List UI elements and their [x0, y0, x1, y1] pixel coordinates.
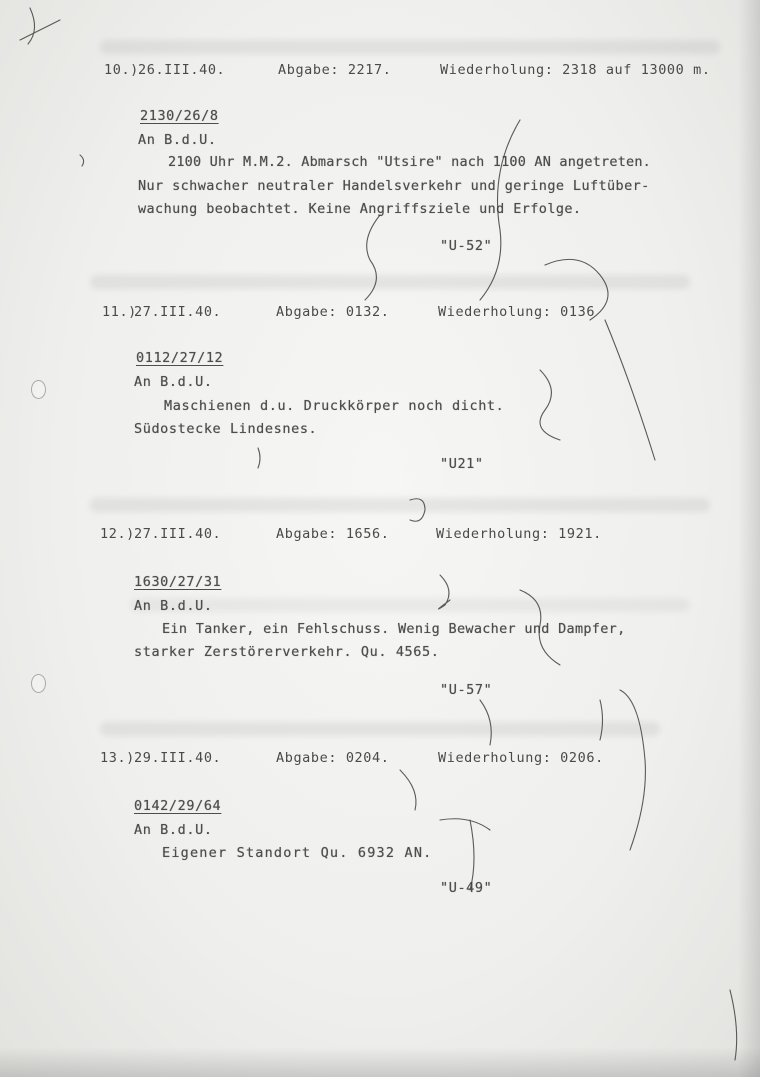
- message-signature: "U-49": [440, 880, 493, 896]
- entry-abgabe: Abgabe: 0204.: [276, 750, 390, 766]
- entry-number: 13.): [100, 750, 135, 766]
- entry-abgabe: Abgabe: 2217.: [278, 62, 392, 78]
- entry-date: 27.III.40.: [134, 526, 222, 542]
- entry-date: 27.III.40.: [134, 304, 222, 320]
- entry-date: 29.III.40.: [134, 750, 222, 766]
- entry-wiederholung: Wiederholung: 1921.: [436, 526, 602, 542]
- entry-wiederholung: Wiederholung: 0136: [438, 304, 596, 320]
- message-body-line: wachung beobachtet. Keine Angriffsziele und Erfolge.: [138, 201, 582, 217]
- message-body-line: Eigener Standort Qu. 6932 AN.: [162, 845, 433, 861]
- hair-artifact: [20, 20, 60, 40]
- message-code: 2130/26/8: [140, 108, 219, 124]
- hair-artifact: [439, 575, 450, 609]
- hair-artifact: [80, 155, 84, 166]
- message-recipient: An B.d.U.: [134, 822, 213, 838]
- hair-artifact: [410, 499, 425, 522]
- hair-artifact: [605, 320, 655, 460]
- message-signature: "U21": [440, 456, 484, 472]
- hair-artifact: [365, 215, 380, 300]
- message-recipient: An B.d.U.: [134, 598, 213, 614]
- entry-number: 11.): [102, 304, 137, 320]
- entry-wiederholung: Wiederholung: 0206.: [438, 750, 604, 766]
- hair-artifact: [258, 448, 260, 468]
- hair-artifact: [600, 700, 603, 740]
- message-code: 0142/29/64: [134, 798, 222, 814]
- hair-artifact: [400, 770, 416, 810]
- entry-number: 12.): [100, 526, 135, 542]
- hair-artifact: [545, 259, 608, 320]
- entry-date: 26.III.40.: [138, 62, 226, 78]
- entry-number: 10.): [104, 62, 139, 78]
- page-edge-shadow: [0, 1047, 760, 1077]
- hair-artifact: [470, 820, 474, 890]
- message-signature: "U-52": [440, 238, 493, 254]
- message-signature: "U-57": [440, 682, 493, 698]
- message-body-line: Nur schwacher neutraler Handelsverkehr und geringe Luftüber-: [138, 178, 650, 194]
- page-edge-shadow: [738, 0, 760, 1077]
- hair-artifact: [480, 700, 491, 745]
- message-recipient: An B.d.U.: [138, 132, 217, 148]
- message-body-line: starker Zerstörerverkehr. Qu. 4565.: [134, 644, 440, 660]
- entry-abgabe: Abgabe: 1656.: [276, 526, 390, 542]
- message-body-line: 2100 Uhr M.M.2. Abmarsch "Utsire" nach 1100 AN angetreten.: [168, 154, 652, 170]
- message-body-line: Ein Tanker, ein Fehlschuss. Wenig Bewacher und Dampfer,: [162, 621, 626, 637]
- hair-artifact: [28, 8, 35, 44]
- hair-artifact: [520, 590, 560, 665]
- message-code: 1630/27/31: [134, 574, 222, 590]
- hair-artifact: [540, 370, 560, 440]
- message-code: 0112/27/12: [136, 350, 224, 366]
- hair-artifact: [440, 819, 490, 830]
- message-body-line: Südostecke Lindesnes.: [134, 421, 318, 437]
- entry-abgabe: Abgabe: 0132.: [276, 304, 390, 320]
- hair-artifact: [480, 120, 520, 300]
- message-recipient: An B.d.U.: [134, 374, 213, 390]
- entry-wiederholung: Wiederholung: 2318 auf 13000 m.: [440, 62, 711, 78]
- hair-artifact: [620, 690, 645, 850]
- message-body-line: Maschienen d.u. Druckkörper noch dicht.: [164, 398, 505, 414]
